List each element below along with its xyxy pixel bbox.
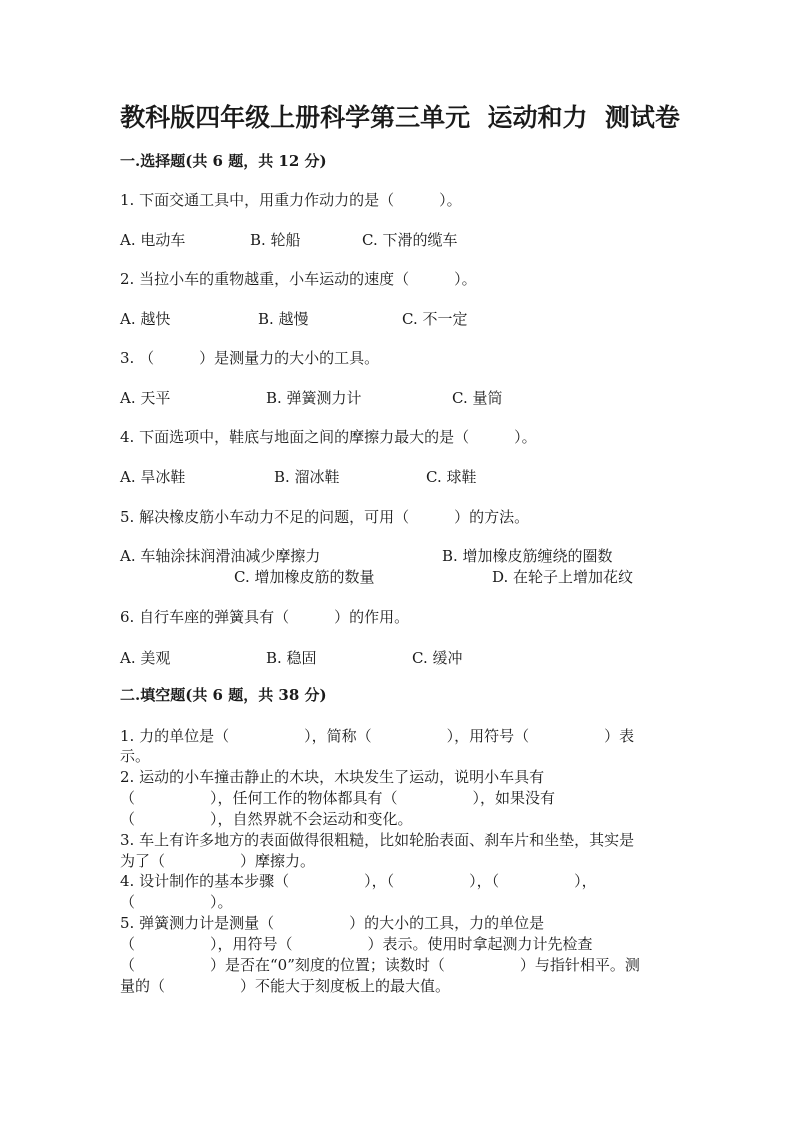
- question-stem: 2. 当拉小车的重物越重，小车运动的速度（ ）。: [120, 270, 477, 288]
- fill-blank-line: 4. 设计制作的基本步骤（ ），（ ），（ ），: [120, 872, 597, 890]
- question-option: C. 缓冲: [412, 649, 463, 667]
- fill-blank-line: 5. 弹簧测力计是测量（ ）的大小的工具，力的单位是: [120, 914, 545, 932]
- question-option: C. 增加橡皮筋的数量: [234, 568, 375, 586]
- question-option: C. 下滑的缆车: [362, 231, 458, 249]
- question-option: B. 弹簧测力计: [266, 389, 362, 407]
- fill-blank-line: （ ），自然界就不会运动和变化。: [120, 810, 413, 828]
- question-option: B. 越慢: [258, 310, 309, 328]
- question-option: A. 旱冰鞋: [120, 468, 186, 486]
- question-stem: 1. 下面交通工具中，用重力作动力的是（ ）。: [120, 191, 462, 209]
- question-option: B. 稳固: [266, 649, 317, 667]
- fill-blank-line: （ ）。: [120, 893, 233, 911]
- question-option: B. 轮船: [250, 231, 301, 249]
- fill-blank-line: （ ）是否在“0”刻度的位置；读数时（ ）与指针相平。测: [120, 956, 640, 974]
- question-stem: 6. 自行车座的弹簧具有（ ）的作用。: [120, 608, 410, 626]
- fill-blank-line: 为了（ ）摩擦力。: [120, 852, 316, 870]
- question-option: A. 电动车: [120, 231, 186, 249]
- question-option: C. 球鞋: [426, 468, 477, 486]
- question-option: D. 在轮子上增加花纹: [492, 568, 634, 586]
- question-option: A. 车轴涂抹润滑油减少摩擦力: [120, 547, 321, 565]
- question-option: A. 越快: [120, 310, 171, 328]
- question-stem: 4. 下面选项中，鞋底与地面之间的摩擦力最大的是（ ）。: [120, 428, 537, 446]
- fill-blank-line: （ ），用符号（ ）表示。使用时拿起测力计先检查: [120, 935, 593, 953]
- fill-blank-line: 1. 力的单位是（ ），简称（ ），用符号（ ）表: [120, 727, 635, 745]
- section-heading-choice: 一.选择题(共 6 题，共 12 分): [120, 152, 327, 170]
- question-option: A. 天平: [120, 389, 171, 407]
- fill-blank-line: （ ），任何工作的物体都具有（ ），如果没有: [120, 789, 556, 807]
- question-stem: 3. （ ）是测量力的大小的工具。: [120, 349, 380, 367]
- fill-blank-line: 2. 运动的小车撞击静止的木块，木块发生了运动，说明小车具有: [120, 768, 545, 786]
- fill-blank-line: 量的（ ）不能大于刻度板上的最大值。: [120, 977, 451, 995]
- fill-blank-line: 示。: [120, 747, 151, 765]
- question-option: B. 增加橡皮筋缠绕的圈数: [442, 547, 613, 565]
- question-option: A. 美观: [120, 649, 171, 667]
- question-stem: 5. 解决橡皮筋小车动力不足的问题，可用（ ）的方法。: [120, 508, 530, 526]
- section-heading-fill-blank: 二.填空题(共 6 题，共 38 分): [120, 686, 327, 704]
- page-title: 教科版四年级上册科学第三单元 运动和力 测试卷: [120, 103, 680, 132]
- question-option: C. 量筒: [452, 389, 503, 407]
- question-option: C. 不一定: [402, 310, 468, 328]
- fill-blank-line: 3. 车上有许多地方的表面做得很粗糙，比如轮胎表面、刹车片和坐垫，其实是: [120, 831, 635, 849]
- question-option: B. 溜冰鞋: [274, 468, 340, 486]
